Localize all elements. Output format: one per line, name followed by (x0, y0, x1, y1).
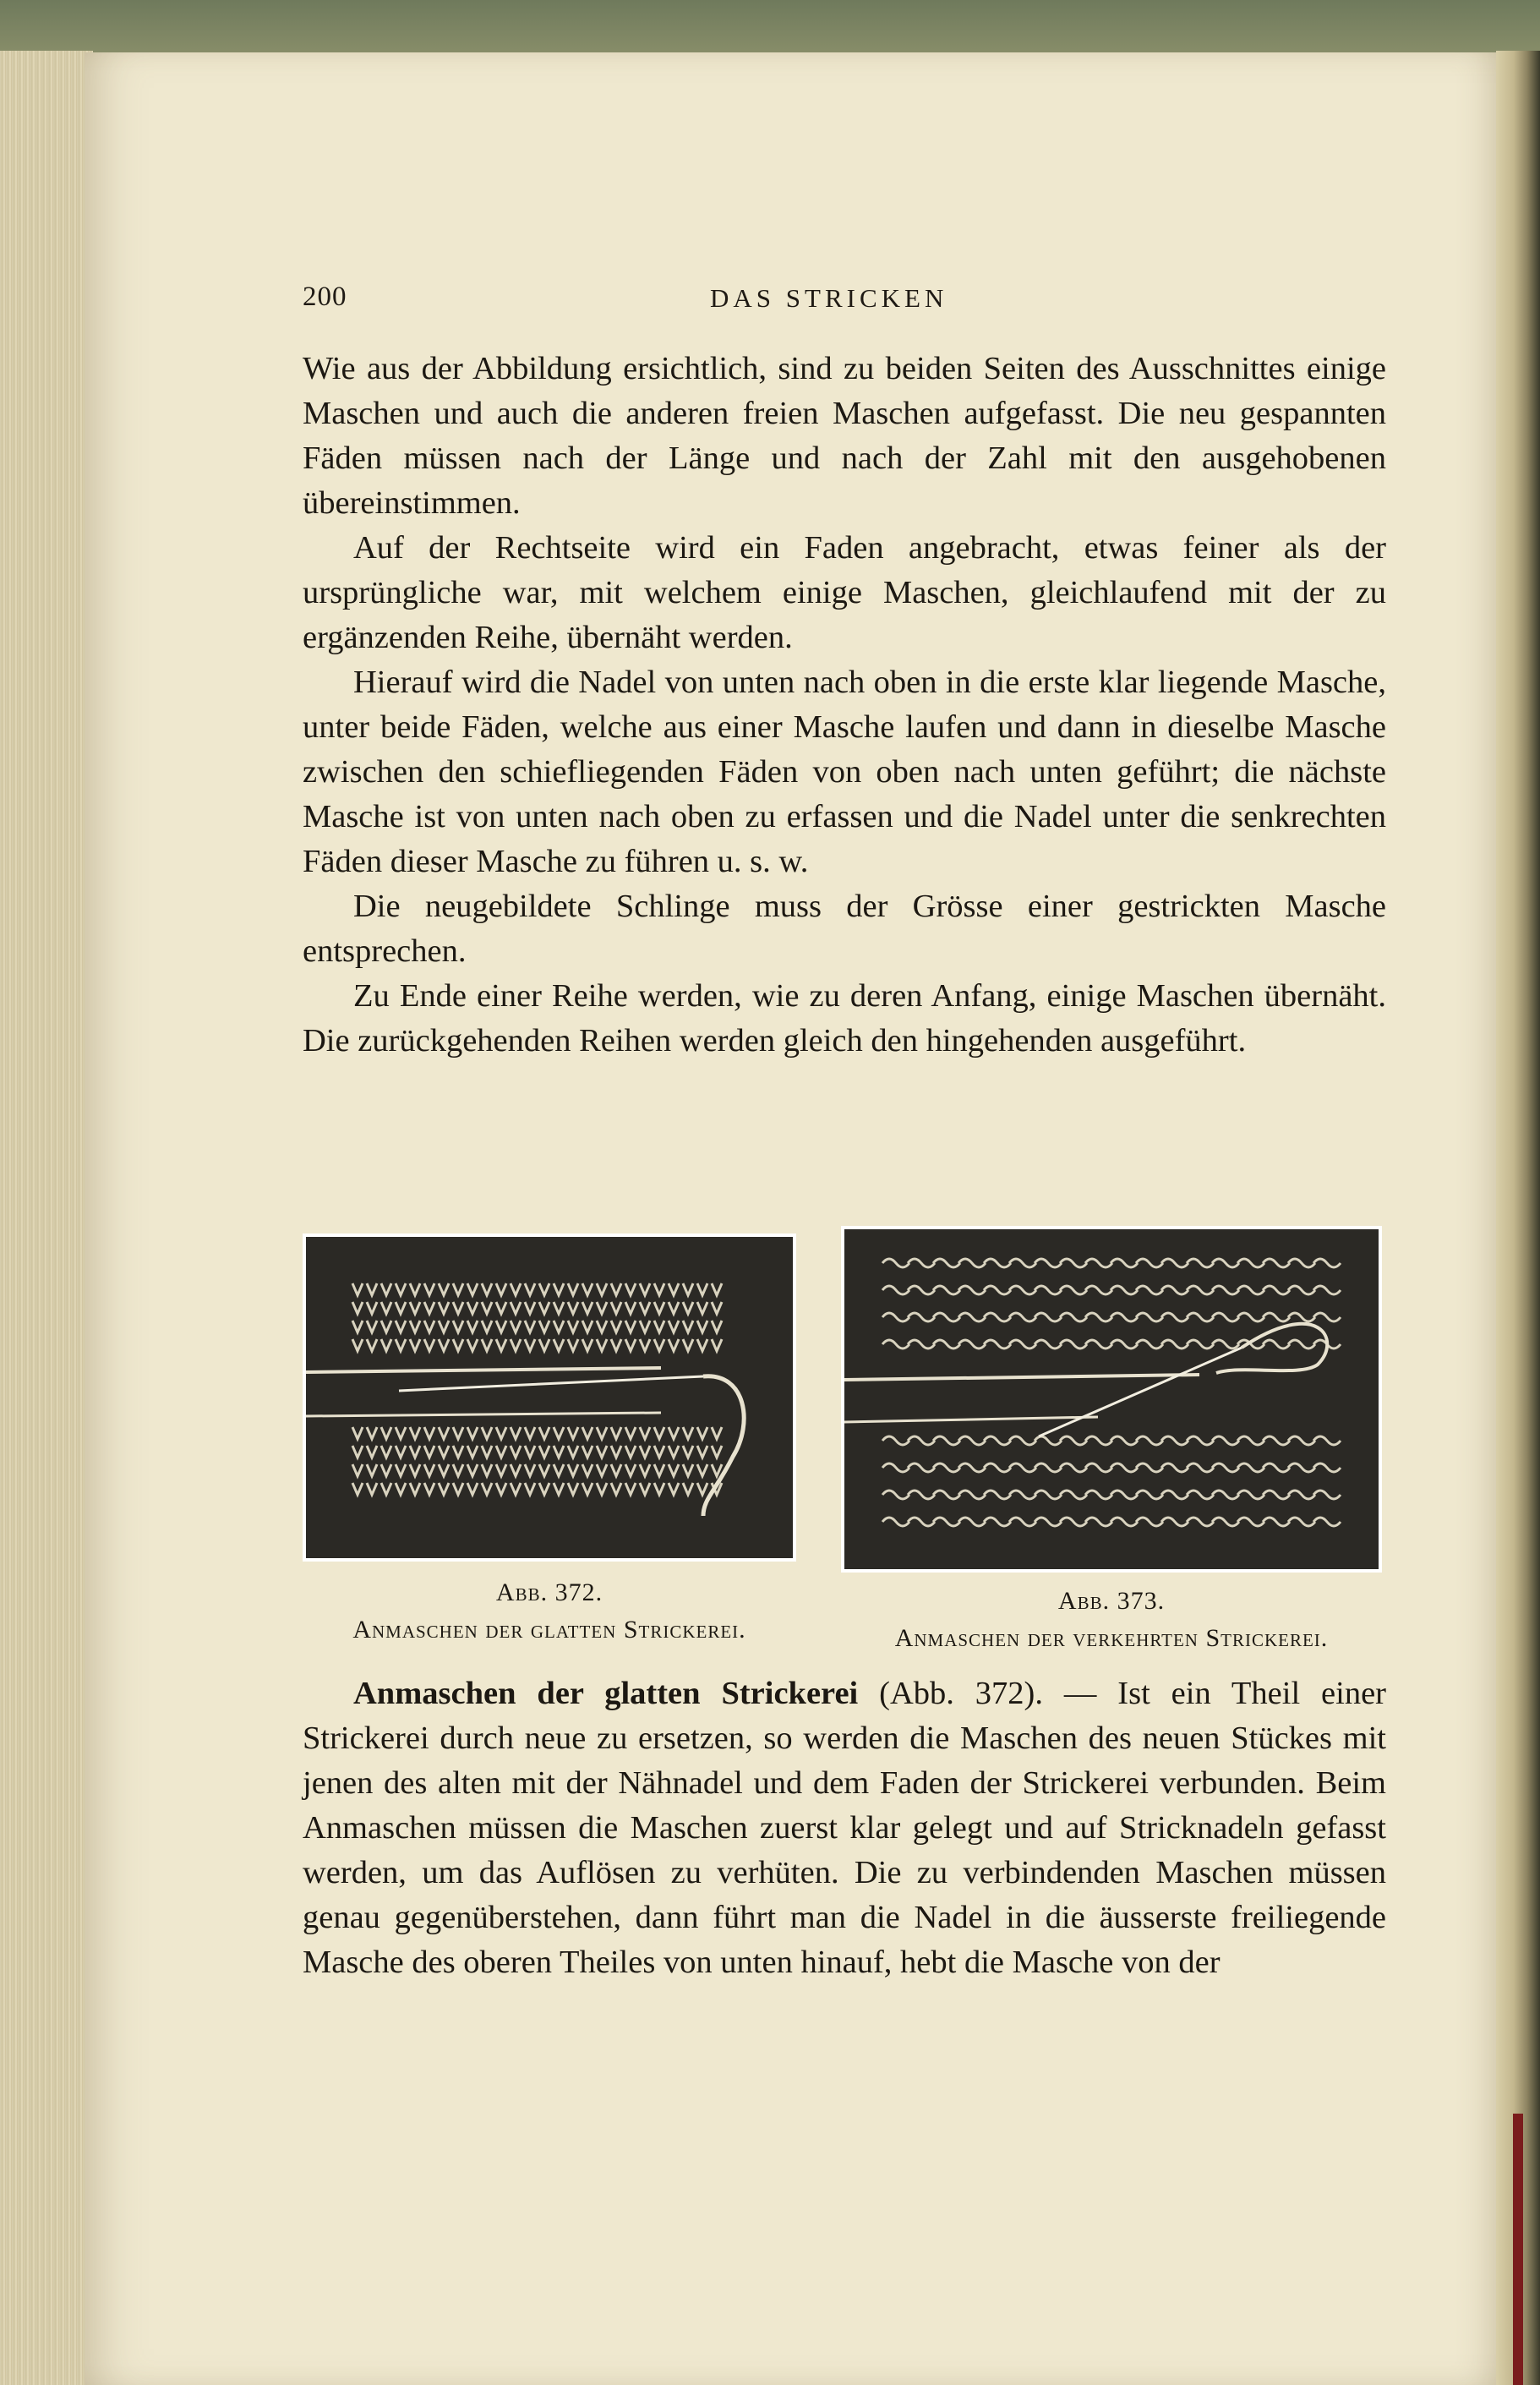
figure-373-caption (833, 1583, 1390, 1657)
paragraph-3: Hierauf wird die Nadel von unten nach oben in die erste klar liegende Masche, unter beide Fäden, welche aus einer Masche laufen und dann in dieselbe Masche zwischen den schiefliegenden Fäden von oben nach unten geführt; die nächste Masche ist von unten nach oben zu erfassen und die Nadel unter die senkrechten Fäden dieser Masche zu führen u. s. w. (303, 665, 1386, 879)
body-text-bottom (303, 1671, 1386, 1985)
cover-top-edge (0, 0, 1540, 59)
section-body: (Abb. 372). — Ist ein Theil einer Strickerei durch neue zu ersetzen, so werden die Maschen des neuen Stückes mit jenen des alten mit der Nähnadel und dem Faden der Strickerei verbunden. Beim Anmaschen müssen die Maschen zuerst klar gelegt und auf Stricknadeln gefasst werden, um das Auflösen zu verhüten. Die zu verbindenden Maschen müssen genau gegenüberstehen, dann führt man die Nadel in die äusserste freiliegende Masche des oberen Theiles von unten hinauf, hebt die Masche von der (303, 1676, 1386, 1980)
knitting-illustration-smooth (306, 1237, 793, 1558)
page-header (303, 282, 1386, 315)
figure-372-title: Anmaschen der glatten Strickerei. (352, 1616, 746, 1644)
figure-372-caption (303, 1574, 796, 1649)
page-edges-right (1496, 51, 1540, 2385)
figure-372-image (303, 1234, 796, 1562)
paragraph-4: Die neugebildete Schlinge muss der Grösse einer gestrickten Masche entsprechen. (303, 889, 1386, 969)
page-edges-left (0, 51, 93, 2385)
figure-373-number: Abb. 373. (1057, 1587, 1166, 1615)
figure-373-title: Anmaschen der verkehrten Strickerei. (894, 1624, 1329, 1652)
paragraph-5: Zu Ende einer Reihe werden, wie zu deren Anfang, einige Maschen übernäht. Die zurückgehenden Reihen werden gleich den hingehenden ausgeführt. (303, 978, 1386, 1058)
bookmark-ribbon (1513, 2114, 1523, 2385)
paragraph-1: Wie aus der Abbildung ersichtlich, sind zu beiden Seiten des Ausschnittes einige Maschen und auch die anderen freien Maschen aufgefasst. Die neu gespannten Fäden müssen nach der Länge und nach der Zahl mit den ausgehobenen übereinstimmen. (303, 351, 1386, 521)
page-number: 200 (303, 282, 347, 312)
paragraph-2: Auf der Rechtseite wird ein Faden angebracht, etwas feiner als der ursprüngliche war, mit welchem einige Maschen, gleichlaufend mit der zu ergänzenden Reihe, übernäht werden. (303, 530, 1386, 655)
running-title: DAS STRICKEN (710, 283, 948, 313)
section-paragraph (303, 1671, 1386, 1985)
knitting-illustration-purl (844, 1229, 1379, 1569)
figure-373-image (841, 1226, 1382, 1573)
figure-372-number: Abb. 372. (495, 1578, 603, 1606)
section-heading: Anmaschen der glatten Strickerei (353, 1676, 859, 1711)
body-text-top (303, 347, 1386, 1064)
